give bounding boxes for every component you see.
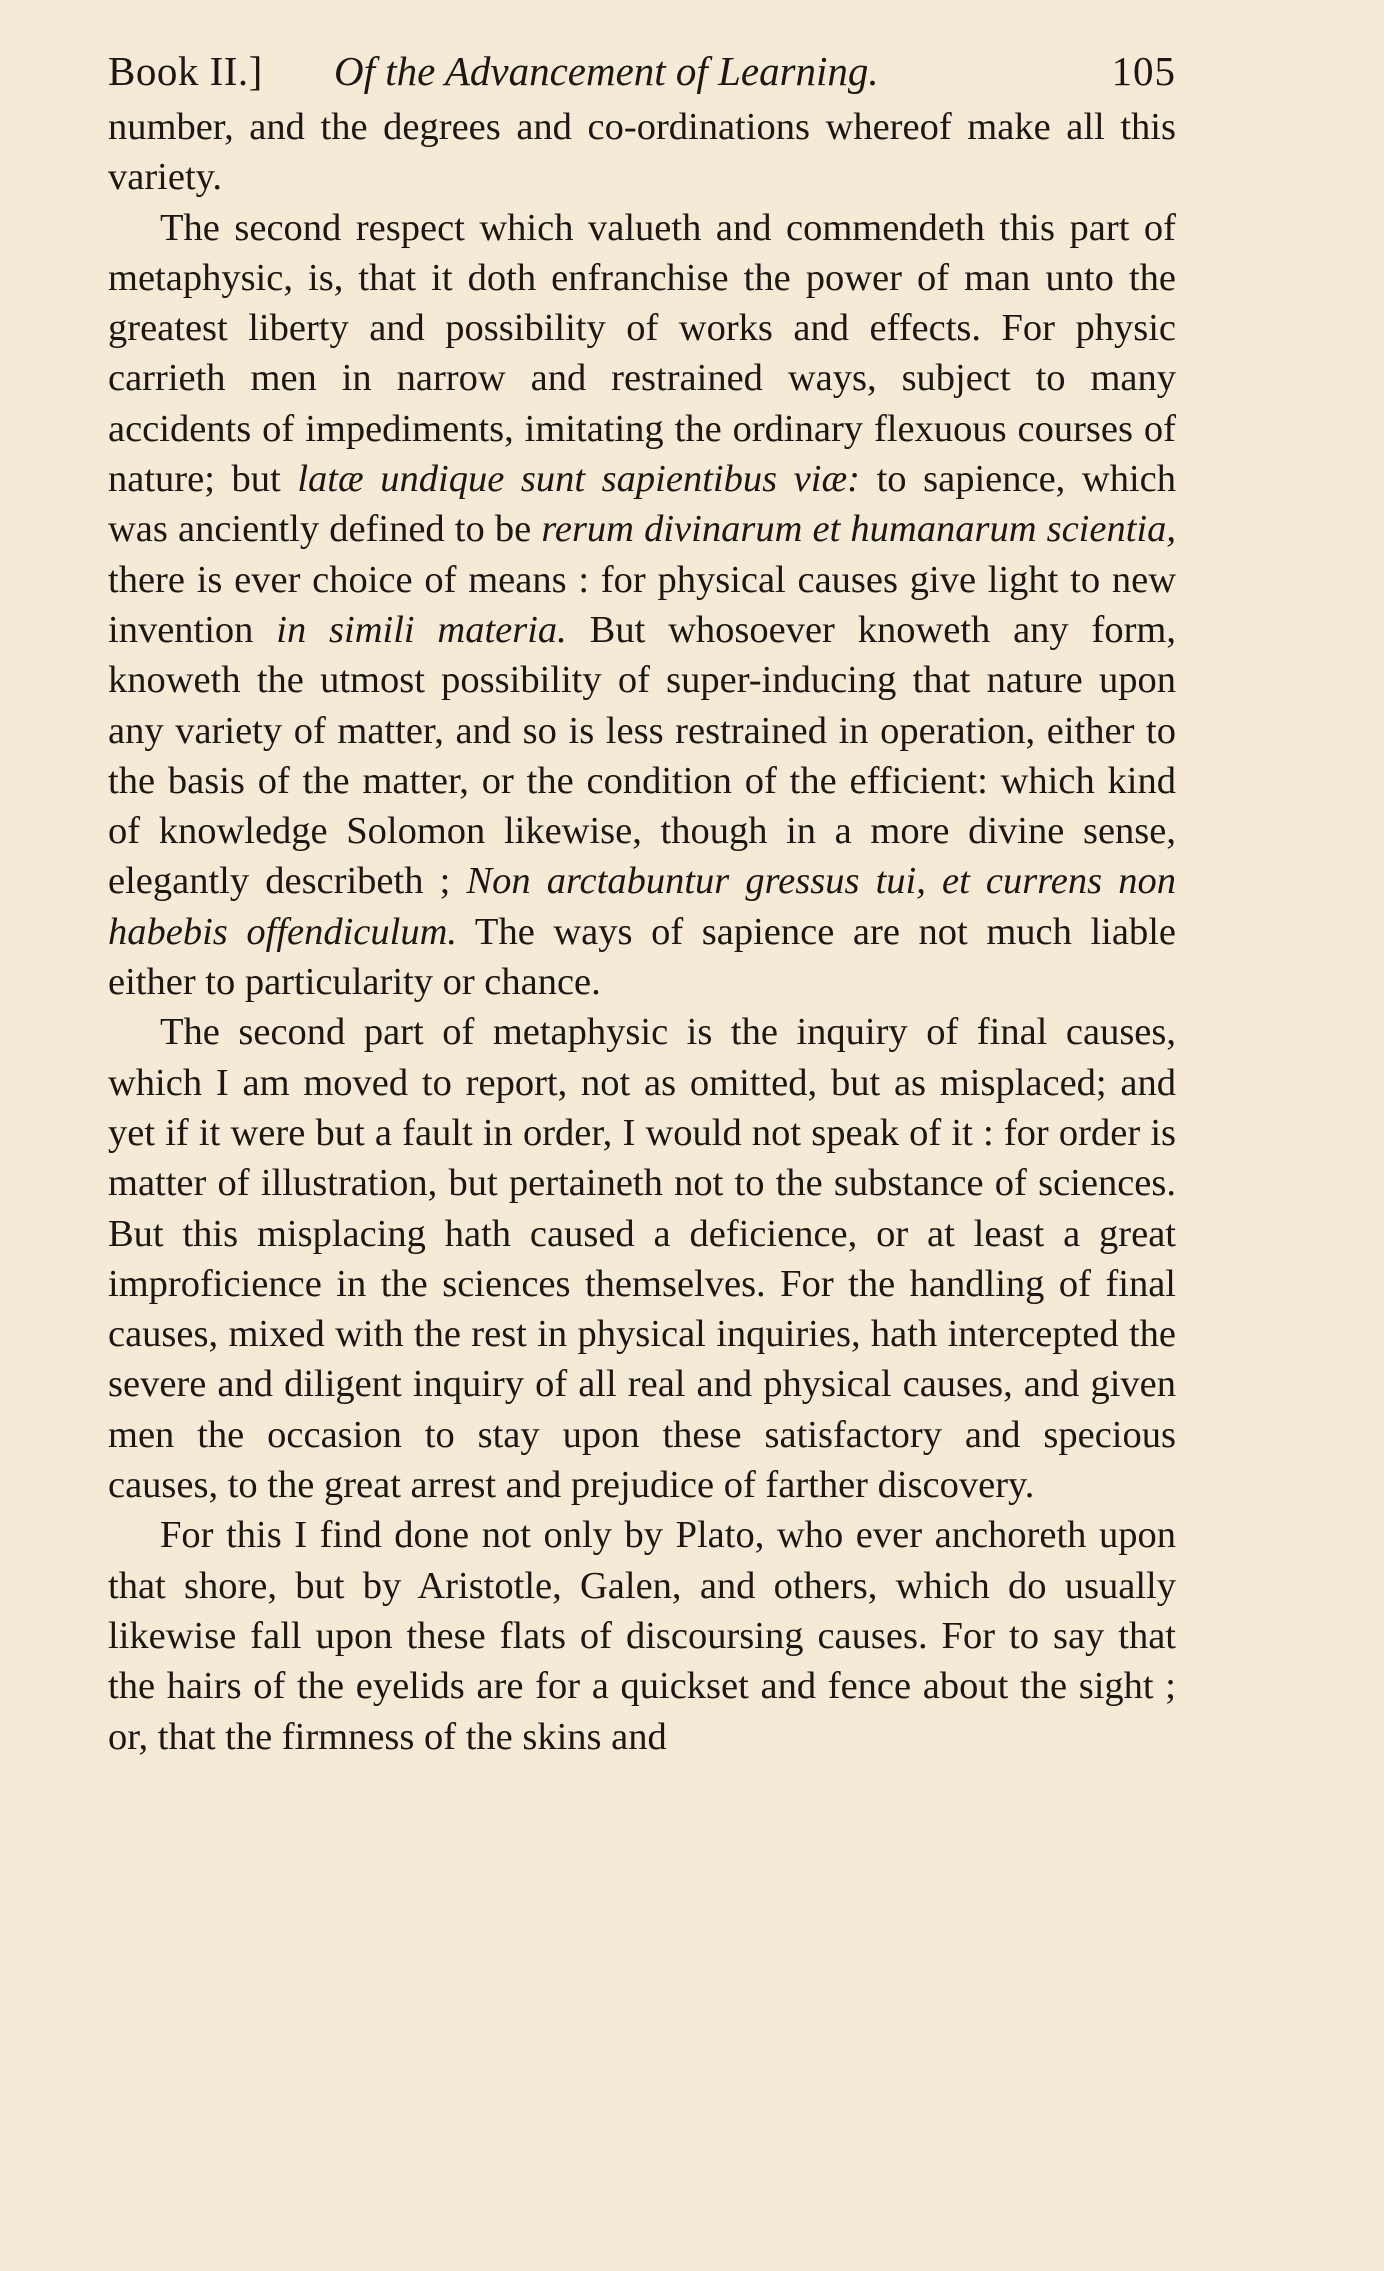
italic-latin-text: latæ undique sunt sapientibus viæ: <box>297 458 860 501</box>
italic-latin-text: rerum divinarum et humanarum scientia, <box>541 508 1176 551</box>
running-head <box>108 40 1176 102</box>
paragraph <box>108 1007 1176 1510</box>
text-segment: The ways of sapience are not much liable either to particularity or chance. <box>108 910 1176 1004</box>
paragraph <box>108 1510 1176 1761</box>
paragraph <box>108 102 1176 203</box>
page-number: 105 <box>1111 48 1176 94</box>
running-title: Of the Advancement of Learning. <box>334 48 879 94</box>
text-segment: to sapience, which was anciently defined to be <box>108 458 1176 551</box>
italic-latin-text: Non arctabuntur gressus tui, et currens non habebis offendiculum. <box>108 860 1176 953</box>
book-label: Book II.] <box>108 48 263 94</box>
text-segment: there is ever choice of means : for physical causes give light to new invention <box>108 558 1176 651</box>
text-segment: For this I find done not only by Plato, who ever anchoreth upon that shore, but by Aristotle, Galen, and others, which do usually likewise fall upon these flats of discoursing causes. For to say that the hairs of the eyelids are for a quickset and fence about the sight ; or, that the firmness of the skins and <box>108 1514 1176 1758</box>
body-text <box>108 102 1176 1762</box>
paragraph <box>108 203 1176 1008</box>
italic-latin-text: in simili materia. <box>276 608 567 651</box>
text-segment: The second respect which valueth and commendeth this part of metaphysic, is, that it doth enfranchise the power of man unto the greatest liberty and possibility of works and effects. For physic carrieth men in narrow and restrained ways, subject to many accidents of impediments, imitating the ordinary flexuous courses of nature; but <box>108 206 1176 501</box>
text-segment: The second part of metaphysic is the inquiry of final causes, which I am moved to report, not as omitted, but as misplaced; and yet if it were but a fault in order, I would not speak of it : for order is matter of illustration, but pertaineth not to the substance of sciences. But this misplacing hath caused a deficience, or at least a great improficience in the sciences themselves. For the handling of final causes, mixed with the rest in physical inquiries, hath intercepted the severe and diligent inquiry of all real and physical causes, and given men the occasion to stay upon these satisfactory and specious causes, to the great arrest and prejudice of farther discovery. <box>108 1011 1176 1507</box>
text-segment: number, and the degrees and co-ordinations whereof make all this variety. <box>108 106 1176 199</box>
text-segment: But whosoever knoweth any form, knoweth the utmost possibility of super-inducing that nature upon any variety of matter, and so is less restrained in operation, either to the basis of the matter, or the condition of the efficient: which kind of knowledge Solomon likewise, though in a more divine sense, elegantly describeth ; <box>108 608 1176 903</box>
